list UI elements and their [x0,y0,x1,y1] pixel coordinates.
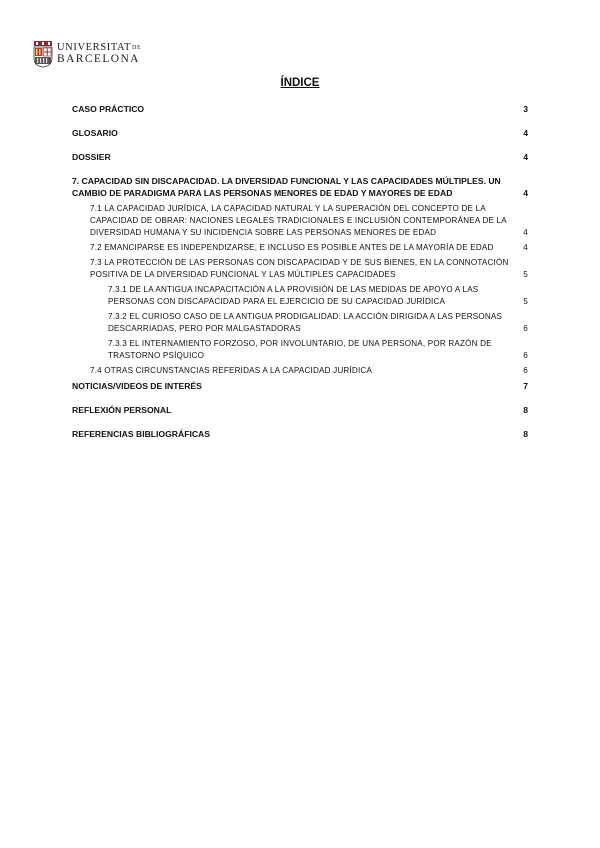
toc-entry-title: REFERENCIAS BIBLIOGRÁFICAS [72,429,210,439]
toc-entry-page: 6 [523,351,528,360]
toc-entry-title: 7.1 LA CAPACIDAD JURÍDICA, LA CAPACIDAD NATURAL Y LA SUPERACIÓN DEL CONCEPTO DE LA CAPACIDAD DE OBRAR: NACIONES LEGALES TRADICIONALES E INCLUSIÓN CONTEMPORÁNEA DE LA DIVERSIDAD HUMANA Y SU INCIDENCIA SOBRE LAS PERSONAS MENORES DE EDAD [90,204,507,237]
toc-entry-title: 7.3.2 EL CURIOSO CASO DE LA ANTIGUA PRODIGALIDAD: LA ACCIÓN DIRIGIDA A LAS PERSONAS DESCARRIADAS, PERO POR MALGASTADORAS [108,312,503,333]
toc-entry-page: 5 [523,297,528,306]
toc-entry[interactable] [72,103,528,115]
toc-entry-title: 7.2 EMANCIPARSE ES INDEPENDIZARSE, E INCLUSO ES POSIBLE ANTES DE LA MAYORÍA DE EDAD [90,243,494,252]
logo-line-1-small: DE [132,44,142,51]
toc-entry-title: DOSSIER [72,152,111,162]
toc-entry-title: 7.3 LA PROTECCIÓN DE LAS PERSONAS CON DISCAPACIDAD Y DE SUS BIENES, EN LA CONNOTACIÓN POSITIVA DE LA DIVERSIDAD FUNCIONAL Y LAS MÚLTIPLES CAPACIDADES [90,258,509,279]
toc-entry[interactable] [72,175,528,199]
toc-entry-page: 4 [523,243,528,252]
toc-entry-title: REFLEXIÓN PERSONAL [72,405,172,415]
toc-subentry[interactable] [72,242,528,254]
toc-entry-page: 3 [523,104,528,114]
toc-entry-title: 7.3.1 DE LA ANTIGUA INCAPACITACIÓN A LA PROVISIÓN DE LAS MEDIDAS DE APOYO A LAS PERSONAS CON DISCAPACIDAD PARA EL EJERCICIO DE SU CAPACIDAD JURÍDICA [108,285,479,306]
toc-entry-page: 4 [523,228,528,237]
toc-entry-page: 4 [523,128,528,138]
toc-entry-title: 7.3.3 EL INTERNAMIENTO FORZOSO, POR INVOLUNTARIO, DE UNA PERSONA, POR RAZÓN DE TRASTORNO PSÍQUICO [108,339,492,360]
toc-entry-page: 4 [523,152,528,162]
toc-entry-page: 6 [523,366,528,375]
toc-entry-page: 8 [523,429,528,439]
toc-entry-page: 5 [523,270,528,279]
toc-subentry[interactable] [72,203,528,239]
logo-wordmark [57,43,141,66]
toc-subentry[interactable] [72,365,528,377]
toc-entry-page: 4 [523,188,528,198]
toc-entry[interactable] [72,404,528,416]
toc-entry-page: 7 [523,381,528,391]
toc-subsubentry[interactable] [72,311,528,335]
table-of-contents [72,103,528,452]
toc-entry-title: 7.4 OTRAS CIRCUNSTANCIAS REFERIDAS A LA CAPACIDAD JURÍDICA [90,366,373,375]
university-shield-icon [33,40,53,68]
toc-subsubentry[interactable] [72,284,528,308]
toc-subsubentry[interactable] [72,338,528,362]
toc-entry[interactable] [72,428,528,440]
toc-entry-title: GLOSARIO [72,128,118,138]
toc-entry[interactable] [72,151,528,163]
toc-entry-title: 7. CAPACIDAD SIN DISCAPACIDAD. LA DIVERSIDAD FUNCIONAL Y LAS CAPACIDADES MÚLTIPLES. UN CAMBIO DE PARADIGMA PARA LAS PERSONAS MENORES DE EDAD Y MAYORES DE EDAD [72,176,501,198]
toc-entry-title: CASO PRÁCTICO [72,104,145,114]
toc-entry-page: 6 [523,324,528,333]
page-title: ÍNDICE [280,77,320,89]
toc-entry-title: NOTICIAS/VIDEOS DE INTERÉS [72,381,202,391]
toc-entry-page: 8 [523,405,528,415]
logo-line-2: BARCELONA [57,53,140,65]
toc-entry[interactable] [72,380,528,392]
toc-subentry[interactable] [72,257,528,281]
logo-line-1: UNIVERSITAT [57,41,132,53]
university-logo [33,40,141,68]
toc-entry[interactable] [72,127,528,139]
